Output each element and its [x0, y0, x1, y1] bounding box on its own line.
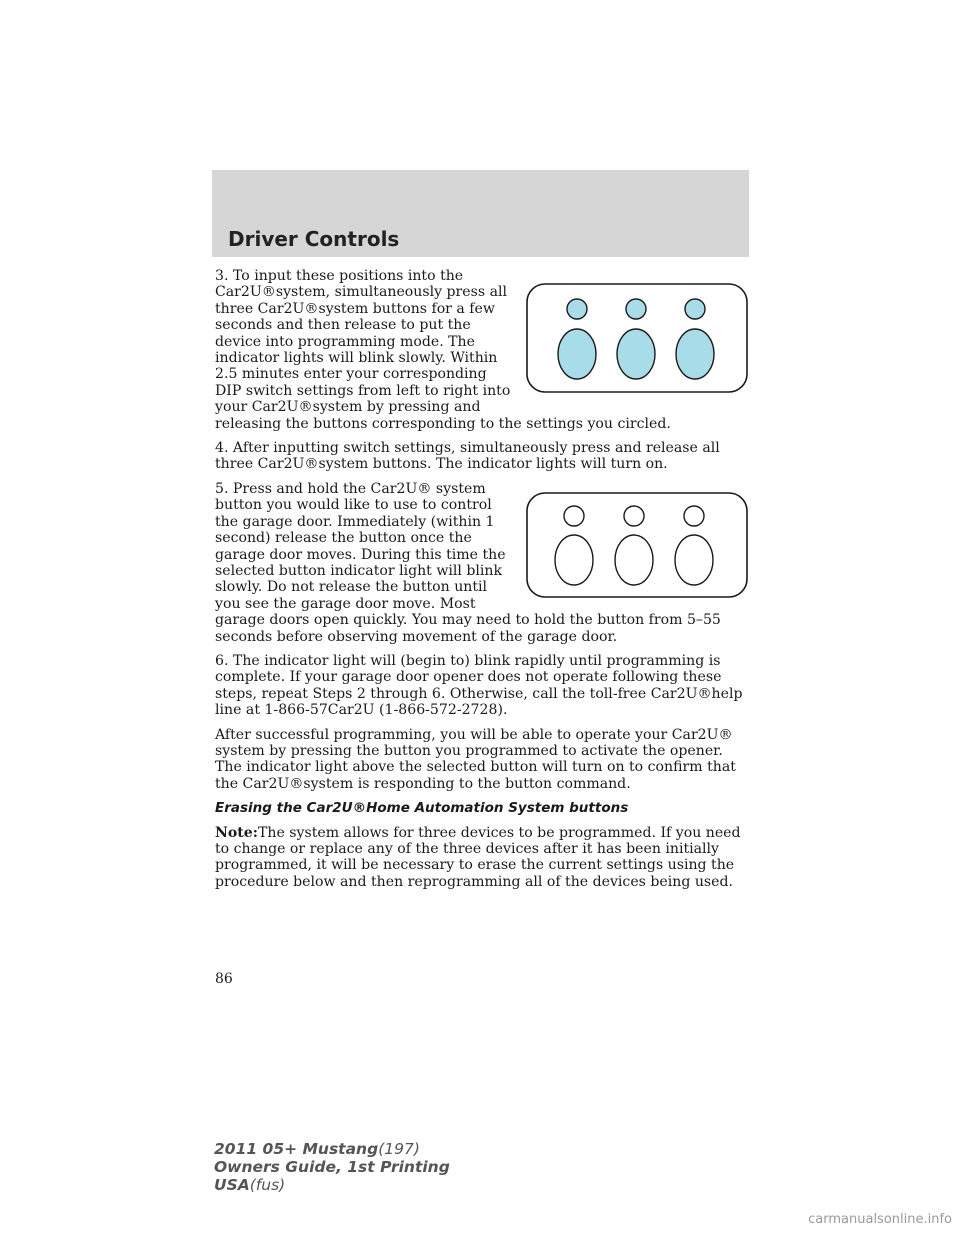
- indicator-light-1: [567, 299, 587, 319]
- car2u-button-2: [615, 535, 653, 585]
- page-content: [215, 268, 745, 898]
- watermark: carmanualsonline.info: [808, 1212, 952, 1227]
- step-3-paragraph: 3. To input these positions into the Car2U®system, simultaneously press all three Car2U®system buttons for a few seconds and then release to put the device into programming mode. The indicator lights will blink slowly. Within 2.5 minutes enter your corresponding DIP switch settings from left to right into your Car2U®system by pressing and releasing the buttons corresponding to the settings you circled.: [215, 268, 671, 432]
- note-text: The system allows for three devices to be programmed. If you need to change or replace any of the three devices after it has been initially programmed, it will be necessary to erase the current settings using the procedure below and then reprogramming all of the devices being used.: [215, 824, 741, 890]
- car2u-button-3: [676, 329, 714, 379]
- footer-line-3: [214, 1176, 450, 1194]
- footer-model-code: (197): [378, 1140, 420, 1158]
- erasing-subheading: Erasing the Car2U®Home Automation System buttons: [215, 800, 629, 817]
- car2u-panel-lit-svg: [525, 282, 749, 394]
- indicator-light-3: [684, 506, 704, 526]
- car2u-panel-unlit-svg: [525, 491, 749, 599]
- car2u-button-3: [675, 535, 713, 585]
- page-number: 86: [215, 971, 233, 987]
- footer-market-code: (fus): [249, 1176, 286, 1194]
- step-5-paragraph: 5. Press and hold the Car2U® system button you would like to use to control the garage door. Immediately (within 1 second) release the button once the garage door moves. During this time the selected button indicator light will blink slowly. Do not release the button until you see the garage door move. Most garage doors open quickly. You may need to hold the button from 5–55 seconds before observing movement of the garage door.: [215, 480, 721, 645]
- after-programming-paragraph: After successful programming, you will be able to operate your Car2U® system by pressing the button you programmed to activate the opener. The indicator light above the selected button will turn on to confirm that the Car2U®system is responding to the button command.: [215, 726, 736, 792]
- car2u-button-1: [555, 535, 593, 585]
- car2u-button-1: [558, 329, 596, 379]
- footer-market: USA: [214, 1176, 250, 1194]
- step-4-paragraph: 4. After inputting switch settings, simultaneously press and release all three Car2U®system buttons. The indicator lights will turn on.: [215, 440, 720, 473]
- step-6-paragraph: 6. The indicator light will (begin to) blink rapidly until programming is complete. If your garage door opener does not operate following these steps, repeat Steps 2 through 6. Otherwise, call the toll-free Car2U®help line at 1-866-57Car2U (1-866-572-2728).: [215, 652, 743, 719]
- footer-line-1: [214, 1140, 450, 1158]
- footer-model: 2011 05+ Mustang: [214, 1140, 379, 1158]
- car2u-button-2: [617, 329, 655, 379]
- car2u-buttons-lit-illustration: [525, 282, 749, 394]
- indicator-light-1: [564, 506, 584, 526]
- car2u-buttons-unlit-illustration: [525, 491, 749, 603]
- indicator-light-2: [626, 299, 646, 319]
- footer-line-2: Owners Guide, 1st Printing: [214, 1158, 450, 1176]
- indicator-light-3: [685, 299, 705, 319]
- section-header-band: [212, 170, 749, 257]
- indicator-light-2: [624, 506, 644, 526]
- section-title: Driver Controls: [228, 227, 400, 251]
- print-footer: [214, 1140, 450, 1194]
- note-paragraph: [215, 825, 745, 891]
- note-label: Note:: [215, 824, 258, 841]
